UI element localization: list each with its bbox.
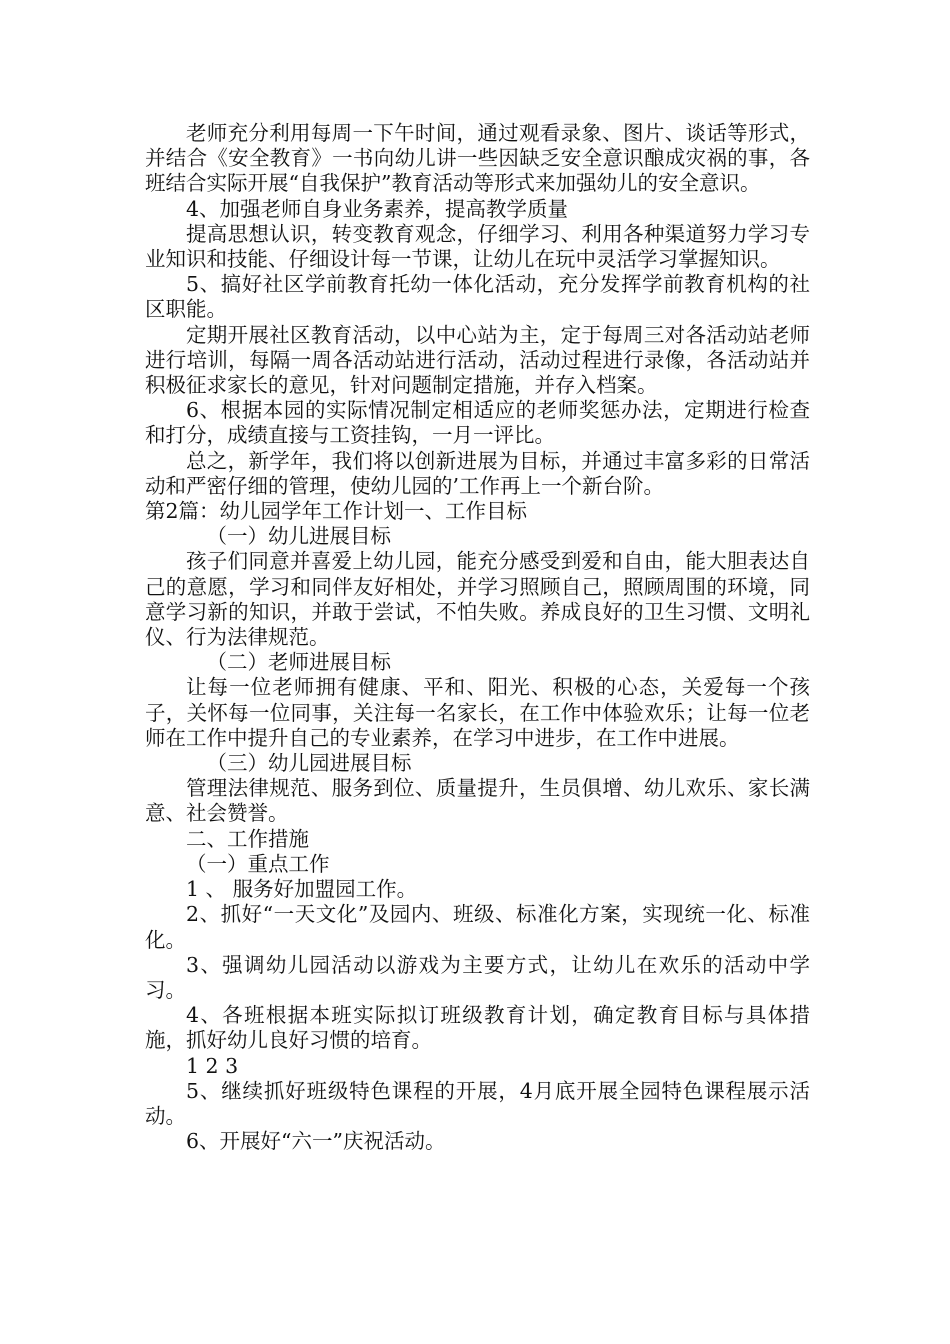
list-item: 6、开展好“六一”庆祝活动。 (186, 1129, 446, 1154)
paragraph: 总之，新学年，我们将以创新进展为目标，并通过丰富多彩的日常活动和严密仔细的管理，使幼儿园的’工作再上一个新台阶。 (145, 448, 810, 498)
paragraph: 孩子们同意并喜爱上幼儿园，能充分感受到爱和自由，能大胆表达自己的意愿，学习和同伴友好相处，并学习照顾自己，照顾周围的环境，同意学习新的知识，并敢于尝试，不怕失败。养成良好的卫生习惯、文明礼仪、行为法律规范。 (145, 549, 810, 650)
page-marker: 1 2 3 (186, 1053, 239, 1078)
section-heading: 第2篇：幼儿园学年工作计划一、工作目标 (145, 499, 528, 524)
list-item: 5、继续抓好班级特色课程的开展，4月底开展全园特色课程展示活动。 (145, 1078, 810, 1128)
list-item: 1 、 服务好加盟园工作。 (186, 877, 418, 902)
paragraph: 定期开展社区教育活动，以中心站为主，定于每周三对各活动站老师进行培训，每隔一周各活动站进行活动，活动过程进行录像，各活动站并积极征求家长的意见，针对问题制定措施，并存入档案。 (145, 322, 810, 398)
list-item: 2、抓好“一天文化”及园内、班级、标准化方案，实现统一化、标准化。 (145, 902, 810, 952)
subheading: （一）幼儿进展目标 (206, 524, 391, 549)
paragraph: 让每一位老师拥有健康、平和、阳光、积极的心态，关爱每一个孩子，关怀每一位同事，关注每一名家长，在工作中体验欢乐；让每一位老师在工作中提升自己的专业素养，在学习中进步，在工作中进展。 (145, 675, 810, 750)
paragraph: 老师充分利用每周一下午时间，通过观看录象、图片、谈话等形式，并结合《安全教育》一书向幼儿讲一些因缺乏安全意识酿成灾祸的事，各班结合实际开展“自我保护”教育活动等形式来加强幼儿的安全意识。 (145, 121, 810, 196)
paragraph: 管理法律规范、服务到位、质量提升，生员俱增、幼儿欢乐、家长满意、社会赞誉。 (145, 776, 810, 826)
paragraph: 4、加强老师自身业务素养，提高教学质量 (186, 196, 569, 221)
paragraph: 5、搞好社区学前教育托幼一体化活动，充分发挥学前教育机构的社区职能。 (145, 272, 810, 322)
document-body (145, 121, 810, 1154)
subheading: （三）幼儿园进展目标 (206, 751, 412, 776)
paragraph: 提高思想认识，转变教育观念，仔细学习、利用各种渠道努力学习专业知识和技能、仔细设计每一节课，让幼儿在玩中灵活学习掌握知识。 (145, 221, 810, 272)
list-item: 3、强调幼儿园活动以游戏为主要方式，让幼儿在欢乐的活动中学习。 (145, 952, 810, 1002)
paragraph: 6、根据本园的实际情况制定相适应的老师奖惩办法，定期进行检查和打分，成绩直接与工资挂钩，一月一评比。 (145, 398, 810, 448)
subheading: （二）老师进展目标 (206, 650, 391, 675)
subheading: （一）重点工作 (186, 851, 330, 876)
list-item: 4、各班根据本班实际拟订班级教育计划，确定教育目标与具体措施，抓好幼儿良好习惯的培育。 (145, 1003, 810, 1053)
subheading: 二、工作措施 (186, 826, 309, 851)
